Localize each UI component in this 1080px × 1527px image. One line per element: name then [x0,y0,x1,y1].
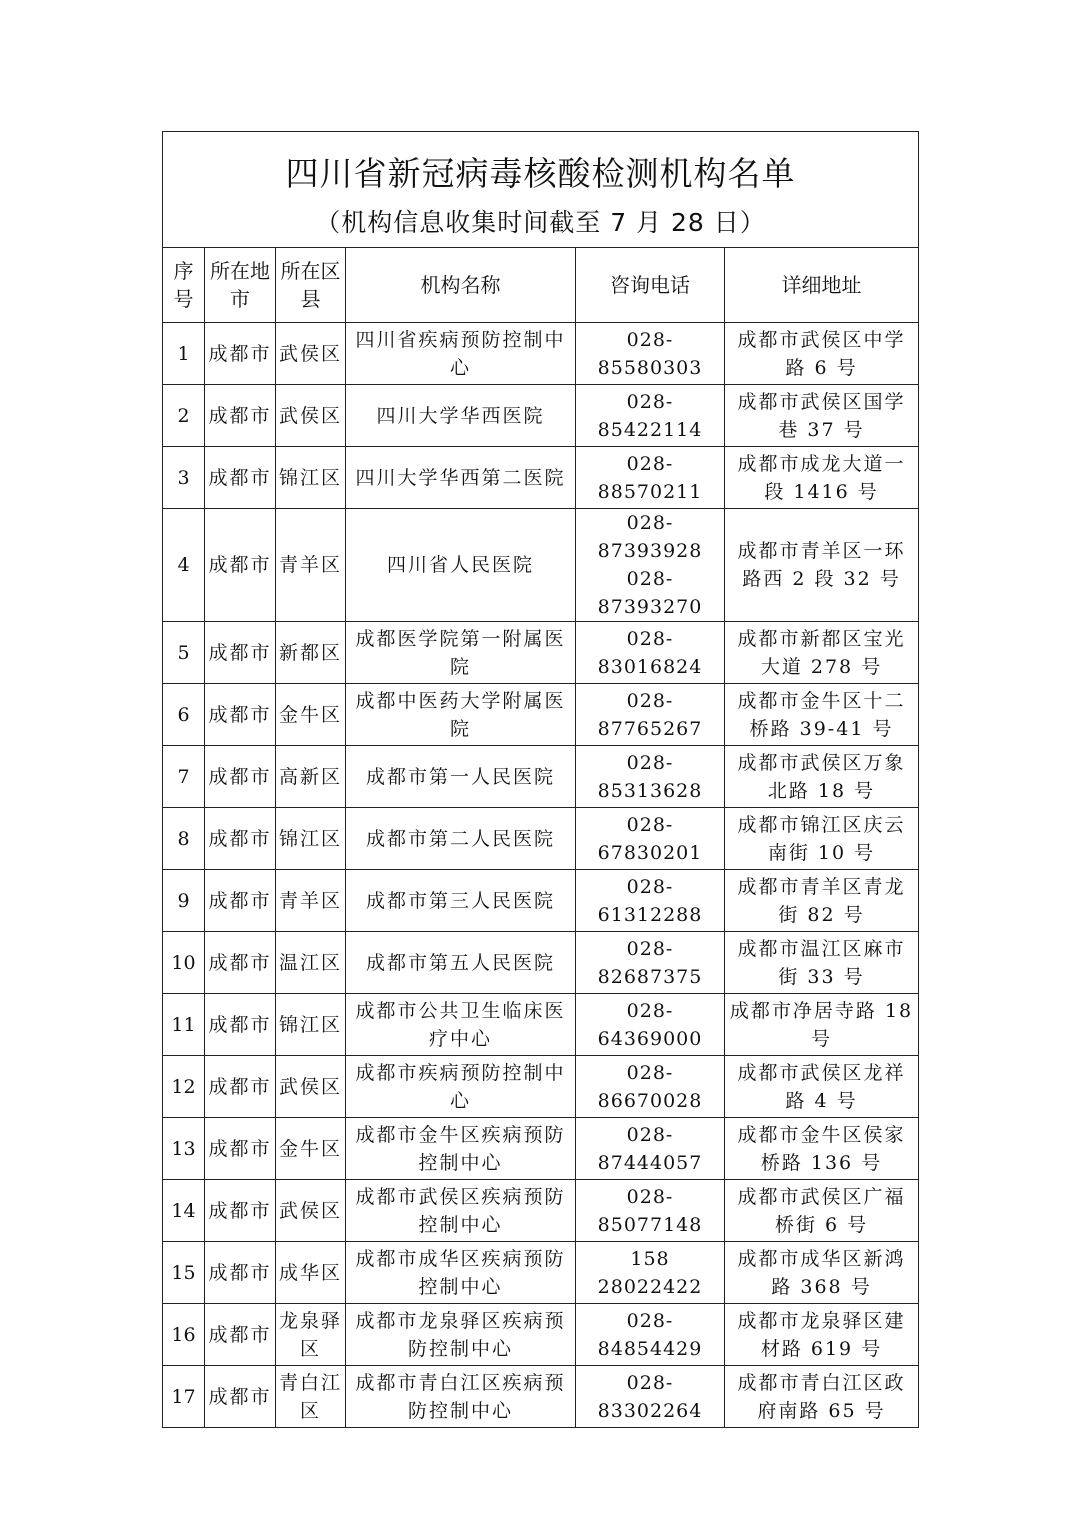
row-city-cell [205,447,276,509]
row-number: 14 [171,1199,196,1222]
row-district-cell [276,447,346,509]
phone-number: 028-85580303 [597,328,703,379]
row-institution-name: 四川大学华西医院 [376,404,545,427]
document-subtitle: （机构信息收集时间截至 7 月 28 日） [315,207,766,237]
row-phone-cell [576,684,725,746]
table-row [163,323,919,385]
phone-number: 028-88570211 [597,452,703,503]
row-address: 成都市武侯区广福桥街 6 号 [737,1185,906,1236]
row-address-cell [725,323,919,385]
row-city-cell [205,808,276,870]
row-institution-name: 成都市第三人民医院 [365,889,555,912]
table-row [163,994,919,1056]
row-institution-name-cell [346,1242,576,1304]
row-address-cell [725,622,919,684]
row-address-cell [725,932,919,994]
row-city-cell [205,746,276,808]
row-number-cell [163,870,205,932]
row-district-cell [276,1366,346,1428]
row-institution-name-cell [346,1366,576,1428]
row-city: 成都市 [208,1385,272,1408]
phone-number: 028-86670028 [597,1061,703,1112]
row-number-cell [163,1242,205,1304]
row-number: 3 [177,466,190,489]
row-address: 成都市新都区宝光大道 278 号 [737,627,906,678]
row-number-cell [163,447,205,509]
row-institution-name-cell [346,1056,576,1118]
row-number: 9 [177,889,190,912]
row-city-cell [205,994,276,1056]
row-district: 武侯区 [279,1075,343,1098]
row-city: 成都市 [208,342,272,365]
row-institution-name: 成都市第一人民医院 [365,765,555,788]
row-number: 15 [171,1261,196,1284]
row-city: 成都市 [208,1323,272,1346]
row-city-cell [205,509,276,622]
row-number: 1 [177,342,190,365]
row-number-cell [163,932,205,994]
row-number-cell [163,323,205,385]
phone-number: 028-85422114 [597,390,703,441]
row-phone-cell [576,932,725,994]
row-district-cell [276,870,346,932]
row-institution-name-cell [346,932,576,994]
row-city: 成都市 [208,1261,272,1284]
row-city: 成都市 [208,554,272,576]
row-number: 16 [171,1323,196,1346]
row-number-cell [163,994,205,1056]
row-institution-name-cell [346,870,576,932]
row-address: 成都市武侯区中学路 6 号 [737,328,906,379]
phone-number: 028-83016824 [597,627,703,678]
row-city: 成都市 [208,1075,272,1098]
row-number: 7 [177,765,190,788]
row-institution-name: 成都市青白江区疾病预防控制中心 [355,1371,566,1422]
row-institution-name-cell [346,1304,576,1366]
row-district: 温江区 [279,951,343,974]
row-address-cell [725,1366,919,1428]
row-district-cell [276,1180,346,1242]
phone-number: 028-61312288 [597,875,703,926]
row-phone-cell [576,746,725,808]
row-city: 成都市 [208,765,272,788]
row-address-cell [725,746,919,808]
row-city: 成都市 [208,1199,272,1222]
row-city-cell [205,1366,276,1428]
row-number: 6 [177,703,190,726]
row-city-cell [205,1180,276,1242]
row-address: 成都市金牛区十二桥路 39-41 号 [737,689,906,740]
column-header-address: 详细地址 [725,248,919,323]
row-number-cell [163,1118,205,1180]
row-city-cell [205,323,276,385]
row-address-cell [725,1180,919,1242]
row-city: 成都市 [208,703,272,726]
row-phone-cell [576,447,725,509]
table-row [163,447,919,509]
row-address-cell [725,509,919,622]
row-city-cell [205,870,276,932]
row-city-cell [205,385,276,447]
row-district-cell [276,808,346,870]
row-address-cell [725,1304,919,1366]
row-district: 青羊区 [279,889,343,912]
row-number: 13 [171,1137,196,1160]
row-institution-name: 成都中医药大学附属医院 [355,689,566,740]
row-number: 11 [171,1013,196,1036]
institution-list-sheet [162,131,918,1428]
row-city: 成都市 [208,1137,272,1160]
row-institution-name: 成都市武侯区疾病预防控制中心 [355,1185,566,1236]
row-address: 成都市成华区新鸿路 368 号 [737,1247,906,1298]
row-city: 成都市 [208,951,272,974]
row-address-cell [725,1056,919,1118]
row-address-cell [725,447,919,509]
row-city: 成都市 [208,1013,272,1036]
row-address: 成都市青白江区政府南路 65 号 [737,1371,906,1422]
row-number-cell [163,808,205,870]
phone-number: 158 28022422 [597,1247,703,1298]
row-district-cell [276,994,346,1056]
row-number: 2 [177,404,190,427]
row-city: 成都市 [208,827,272,850]
row-address: 成都市武侯区国学巷 37 号 [737,390,906,441]
row-institution-name-cell [346,447,576,509]
row-address-cell [725,1242,919,1304]
row-institution-name: 成都市龙泉驿区疾病预防控制中心 [355,1309,566,1360]
row-number: 10 [171,951,196,974]
table-row [163,1118,919,1180]
table-row [163,1304,919,1366]
row-phone-cell [576,808,725,870]
row-institution-name-cell [346,385,576,447]
row-district-cell [276,684,346,746]
row-institution-name-cell [346,994,576,1056]
row-number-cell [163,684,205,746]
row-district: 新都区 [279,641,343,664]
row-phone-cell [576,1118,725,1180]
column-header-institution: 机构名称 [346,248,576,323]
row-institution-name-cell [346,1118,576,1180]
row-phone-cell [576,994,725,1056]
row-institution-name-cell [346,622,576,684]
table-row [163,932,919,994]
table-body [163,323,919,1428]
row-address: 成都市净居寺路 18 号 [729,999,914,1050]
row-city: 成都市 [208,404,272,427]
row-city-cell [205,1242,276,1304]
phone-number: 028-85313628 [597,751,703,802]
phone-number: 028-87765267 [597,689,703,740]
row-district-cell [276,323,346,385]
row-address-cell [725,808,919,870]
row-number-cell [163,1304,205,1366]
row-city-cell [205,1056,276,1118]
table-row [163,870,919,932]
row-number-cell [163,1056,205,1118]
row-district-cell [276,1242,346,1304]
row-number-cell [163,746,205,808]
row-district-cell [276,746,346,808]
table-row [163,509,919,622]
row-number-cell [163,1366,205,1428]
row-city-cell [205,622,276,684]
row-number-cell [163,509,205,622]
row-district: 青羊区 [279,554,343,576]
phone-number: 028-87393928 [597,512,703,562]
row-city-cell [205,1118,276,1180]
row-institution-name: 成都市金牛区疾病预防控制中心 [355,1123,566,1174]
title-cell [163,132,919,248]
phone-number: 028-84854429 [597,1309,703,1360]
row-district-cell [276,1056,346,1118]
row-city-cell [205,1304,276,1366]
table-row [163,1242,919,1304]
row-number: 4 [177,554,190,576]
row-institution-name-cell [346,746,576,808]
row-district: 武侯区 [279,404,343,427]
row-institution-name: 成都医学院第一附属医院 [355,627,566,678]
row-phone-cell [576,1056,725,1118]
row-city-cell [205,684,276,746]
phone-number: 028-67830201 [597,813,703,864]
row-city: 成都市 [208,641,272,664]
column-header-phone: 咨询电话 [576,248,725,323]
row-district: 锦江区 [279,1013,343,1036]
row-institution-name: 四川省疾病预防控制中心 [355,328,566,379]
table-row [163,808,919,870]
table-row [163,746,919,808]
row-district: 青白江区 [279,1371,343,1422]
row-phone-cell [576,1304,725,1366]
row-institution-name: 成都市第二人民医院 [365,827,555,850]
row-institution-name: 成都市第五人民医院 [365,951,555,974]
row-district: 锦江区 [279,827,343,850]
row-institution-name-cell [346,684,576,746]
row-district-cell [276,1118,346,1180]
table-row [163,684,919,746]
row-address: 成都市青羊区一环路西 2 段 32 号 [737,540,906,590]
row-institution-name: 四川大学华西第二医院 [355,466,566,489]
row-institution-name: 成都市疾病预防控制中心 [355,1061,566,1112]
table-row [163,1366,919,1428]
document-title: 四川省新冠病毒核酸检测机构名单 [285,153,796,193]
row-district: 金牛区 [279,703,343,726]
row-district: 武侯区 [279,342,343,365]
row-phone-cell [576,509,725,622]
row-address-cell [725,1118,919,1180]
row-address: 成都市成龙大道一段 1416 号 [737,452,906,503]
row-phone-cell [576,1242,725,1304]
phone-number: 028-82687375 [597,937,703,988]
row-address-cell [725,994,919,1056]
row-institution-name-cell [346,808,576,870]
row-address: 成都市温江区麻市街 33 号 [737,937,906,988]
table-row [163,1180,919,1242]
row-phone-cell [576,1180,725,1242]
column-header-no: 序号 [163,248,205,323]
column-header-district: 所在区县 [276,248,346,323]
phone-number: 028-64369000 [597,999,703,1050]
row-phone-cell [576,1366,725,1428]
row-phone-cell [576,385,725,447]
table-row [163,385,919,447]
table-row [163,622,919,684]
row-city-cell [205,932,276,994]
row-number: 8 [177,827,190,850]
row-address: 成都市武侯区万象北路 18 号 [737,751,906,802]
row-address: 成都市金牛区侯家桥路 136 号 [737,1123,906,1174]
row-institution-name-cell [346,509,576,622]
row-address: 成都市龙泉驿区建材路 619 号 [737,1309,906,1360]
row-phone-cell [576,870,725,932]
row-address: 成都市锦江区庆云南街 10 号 [737,813,906,864]
row-institution-name: 成都市成华区疾病预防控制中心 [355,1247,566,1298]
row-district: 高新区 [279,765,343,788]
row-address-cell [725,870,919,932]
row-district-cell [276,385,346,447]
phone-number: 028-87444057 [597,1123,703,1174]
institution-table [162,131,919,1428]
title-row [163,132,919,248]
row-address: 成都市武侯区龙祥路 4 号 [737,1061,906,1112]
row-city: 成都市 [208,466,272,489]
row-number-cell [163,385,205,447]
row-address-cell [725,684,919,746]
row-number-cell [163,622,205,684]
row-number: 17 [171,1385,196,1408]
row-district-cell [276,932,346,994]
row-district-cell [276,622,346,684]
row-district: 成华区 [279,1261,343,1284]
row-city: 成都市 [208,889,272,912]
row-district: 金牛区 [279,1137,343,1160]
row-number: 12 [171,1075,196,1098]
phone-number: 028-85077148 [597,1185,703,1236]
row-district-cell [276,1304,346,1366]
row-institution-name-cell [346,1180,576,1242]
phone-number: 028-83302264 [597,1371,703,1422]
row-district: 龙泉驿区 [279,1309,343,1360]
header-row [163,248,919,323]
row-address-cell [725,385,919,447]
row-district-cell [276,509,346,622]
row-number-cell [163,1180,205,1242]
row-address: 成都市青羊区青龙街 82 号 [737,875,906,926]
row-institution-name: 四川省人民医院 [386,554,534,576]
row-phone-cell [576,323,725,385]
table-row [163,1056,919,1118]
column-header-city: 所在地市 [205,248,276,323]
row-district: 武侯区 [279,1199,343,1222]
phone-number: 028-87393270 [597,568,703,618]
row-institution-name: 成都市公共卫生临床医疗中心 [355,999,566,1050]
row-district: 锦江区 [279,466,343,489]
row-phone-cell [576,622,725,684]
row-number: 5 [177,641,190,664]
row-institution-name-cell [346,323,576,385]
